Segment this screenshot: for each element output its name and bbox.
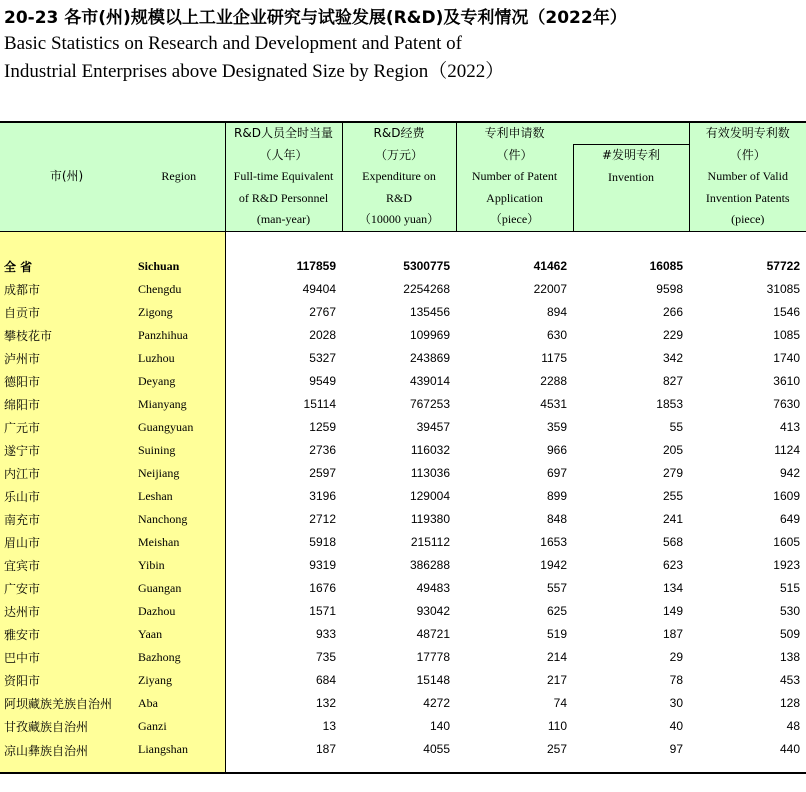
cell-application: 41462 (533, 259, 567, 273)
cell-valid: 515 (779, 581, 800, 595)
cell-personnel: 187 (315, 741, 336, 756)
statistics-table (0, 121, 806, 772)
table-row (0, 485, 806, 508)
cell-region: Aba (133, 692, 225, 715)
cell-personnel: 117859 (296, 259, 336, 273)
cell-personnel: 9549 (309, 374, 336, 388)
cell-expenditure: 93042 (416, 604, 450, 618)
cell-city: 全 省 (0, 255, 133, 278)
cell-invention: 40 (669, 719, 683, 733)
cell-region: Ziyang (133, 669, 225, 692)
cell-valid: 48 (786, 719, 800, 733)
cell-city: 自贡市 (0, 301, 133, 324)
table-row (0, 715, 806, 738)
cell-invention: 623 (662, 558, 683, 572)
cell-application: 110 (547, 719, 567, 733)
cell-valid: 530 (779, 604, 800, 618)
cell-personnel: 2597 (309, 466, 336, 480)
cell-expenditure: 215112 (410, 535, 450, 549)
cell-personnel: 3196 (309, 489, 336, 503)
cell-city: 雅安市 (0, 623, 133, 646)
cell-invention: 229 (662, 328, 683, 342)
cell-city: 凉山彝族自治州 (0, 738, 133, 772)
cell-expenditure: 135456 (409, 305, 450, 319)
header-personnel: R&D人员全时当量 （人年） Full-time Equivalent of R&D Personnel (man-year) (225, 122, 342, 231)
cell-region: Guangyuan (133, 416, 225, 439)
cell-expenditure: 129004 (409, 489, 450, 503)
cell-city: 巴中市 (0, 646, 133, 669)
cell-application: 894 (546, 305, 567, 319)
cell-expenditure: 39457 (416, 420, 450, 434)
cell-expenditure: 113036 (410, 466, 450, 480)
cell-personnel: 2712 (309, 512, 336, 526)
cell-valid: 1546 (773, 305, 800, 319)
cell-invention: 149 (662, 604, 683, 618)
cell-personnel: 9319 (309, 558, 336, 572)
cell-expenditure: 767253 (409, 397, 450, 411)
cell-region: Chengdu (133, 278, 225, 301)
table-title-en-line1: Basic Statistics on Research and Development and Patent of (4, 33, 462, 54)
cell-region: Leshan (133, 485, 225, 508)
cell-personnel: 735 (315, 650, 336, 664)
cell-personnel: 2767 (309, 305, 336, 319)
cell-application: 519 (546, 627, 567, 641)
header-city: 市(州) (0, 122, 133, 231)
cell-valid: 7630 (773, 397, 800, 411)
spacer-row (0, 231, 806, 255)
table-row (0, 738, 806, 772)
cell-valid: 413 (779, 420, 800, 434)
cell-expenditure: 116032 (410, 443, 450, 457)
cell-city: 宜宾市 (0, 554, 133, 577)
cell-valid: 31085 (766, 282, 800, 296)
header-valid: 有效发明专利数 （件） Number of Valid Invention Patents (piece) (689, 122, 806, 231)
table-row (0, 393, 806, 416)
cell-valid: 649 (779, 512, 800, 526)
cell-city: 成都市 (0, 278, 133, 301)
cell-city: 德阳市 (0, 370, 133, 393)
cell-invention: 97 (669, 741, 683, 756)
cell-invention: 78 (669, 673, 683, 687)
cell-expenditure: 49483 (416, 581, 450, 595)
cell-region: Luzhou (133, 347, 225, 370)
cell-application: 630 (546, 328, 567, 342)
cell-invention: 9598 (656, 282, 683, 296)
cell-application: 257 (546, 741, 567, 756)
cell-application: 214 (546, 650, 567, 664)
cell-expenditure: 4055 (423, 741, 450, 756)
table-row (0, 669, 806, 692)
cell-invention: 1853 (656, 397, 683, 411)
cell-expenditure: 243869 (409, 351, 450, 365)
cell-application: 1175 (541, 351, 567, 365)
cell-application: 217 (546, 673, 567, 687)
table-row (0, 531, 806, 554)
cell-region: Meishan (133, 531, 225, 554)
cell-city: 广元市 (0, 416, 133, 439)
table-row (0, 278, 806, 301)
cell-application: 74 (553, 696, 567, 710)
cell-personnel: 684 (315, 673, 336, 687)
cell-application: 848 (546, 512, 567, 526)
bottom-rule (0, 772, 806, 774)
cell-valid: 57722 (766, 259, 800, 273)
cell-expenditure: 4272 (423, 696, 450, 710)
cell-valid: 1740 (773, 351, 800, 365)
table-row (0, 301, 806, 324)
cell-city: 攀枝花市 (0, 324, 133, 347)
cell-city: 南充市 (0, 508, 133, 531)
table-row-total (0, 255, 806, 278)
cell-application: 359 (546, 420, 567, 434)
cell-personnel: 1676 (309, 581, 336, 595)
cell-city: 眉山市 (0, 531, 133, 554)
cell-expenditure: 48721 (416, 627, 450, 641)
cell-region: Neijiang (133, 462, 225, 485)
cell-personnel: 1571 (309, 604, 336, 618)
cell-personnel: 2736 (309, 443, 336, 457)
cell-region: Mianyang (133, 393, 225, 416)
cell-valid: 509 (779, 627, 800, 641)
cell-valid: 1124 (774, 443, 800, 457)
cell-invention: 187 (662, 627, 683, 641)
table-row (0, 462, 806, 485)
cell-invention: 205 (662, 443, 683, 457)
cell-city: 乐山市 (0, 485, 133, 508)
cell-valid: 3610 (773, 374, 800, 388)
cell-application: 557 (546, 581, 567, 595)
cell-city: 资阳市 (0, 669, 133, 692)
cell-region: Liangshan (133, 738, 225, 772)
cell-expenditure: 439014 (409, 374, 450, 388)
table-body (0, 231, 806, 772)
cell-invention: 279 (662, 466, 683, 480)
table-row (0, 439, 806, 462)
cell-expenditure: 119380 (410, 512, 450, 526)
cell-application: 4531 (540, 397, 567, 411)
table-row (0, 692, 806, 715)
cell-city: 甘孜藏族自治州 (0, 715, 133, 738)
cell-city: 绵阳市 (0, 393, 133, 416)
cell-application: 1942 (540, 558, 567, 572)
cell-city: 达州市 (0, 600, 133, 623)
table-title-cn: 20-23 各市(州)规模以上工业企业研究与试验发展(R&D)及专利情况（2022年） (4, 8, 627, 28)
table-title-en-line2: Industrial Enterprises above Designated Size by Region（2022） (4, 61, 505, 82)
cell-valid: 1923 (773, 558, 800, 572)
cell-invention: 827 (662, 374, 683, 388)
cell-expenditure: 17778 (416, 650, 450, 664)
table-row (0, 508, 806, 531)
cell-personnel: 13 (322, 719, 336, 733)
header-invention-group (573, 122, 689, 145)
header-region: Region (133, 122, 225, 231)
header-application: 专利申请数 （件） Number of Patent Application （piece） (456, 122, 573, 231)
cell-region: Deyang (133, 370, 225, 393)
cell-valid: 128 (779, 696, 800, 710)
cell-personnel: 49404 (302, 282, 336, 296)
cell-invention: 30 (669, 696, 683, 710)
table-row (0, 577, 806, 600)
cell-personnel: 2028 (309, 328, 336, 342)
statistics-table-container (0, 121, 806, 772)
cell-invention: 16085 (649, 259, 683, 273)
cell-application: 697 (546, 466, 567, 480)
cell-invention: 568 (662, 535, 683, 549)
cell-region: Guangan (133, 577, 225, 600)
cell-expenditure: 2254268 (403, 282, 450, 296)
table-row (0, 600, 806, 623)
cell-valid: 440 (779, 741, 800, 756)
cell-region: Sichuan (133, 255, 225, 278)
table-row (0, 370, 806, 393)
cell-application: 1653 (540, 535, 567, 549)
table-row (0, 623, 806, 646)
cell-application: 899 (546, 489, 567, 503)
cell-region: Zigong (133, 301, 225, 324)
cell-expenditure: 15148 (416, 673, 450, 687)
table-row (0, 416, 806, 439)
cell-city: 遂宁市 (0, 439, 133, 462)
cell-application: 625 (546, 604, 567, 618)
cell-personnel: 933 (315, 627, 336, 641)
cell-valid: 942 (779, 466, 800, 480)
cell-expenditure: 140 (429, 719, 450, 733)
table-header (0, 122, 806, 231)
cell-expenditure: 386288 (409, 558, 450, 572)
cell-region: Nanchong (133, 508, 225, 531)
cell-personnel: 5327 (309, 351, 336, 365)
table-row (0, 554, 806, 577)
cell-invention: 241 (662, 512, 683, 526)
cell-personnel: 15114 (303, 397, 336, 411)
cell-invention: 134 (662, 581, 683, 595)
cell-expenditure: 109969 (409, 328, 450, 342)
cell-region: Panzhihua (133, 324, 225, 347)
table-row (0, 646, 806, 669)
cell-invention: 342 (662, 351, 683, 365)
cell-invention: 55 (669, 420, 683, 434)
cell-region: Suining (133, 439, 225, 462)
cell-application: 966 (546, 443, 567, 457)
cell-city: 广安市 (0, 577, 133, 600)
cell-invention: 266 (662, 305, 683, 319)
cell-region: Yibin (133, 554, 225, 577)
cell-personnel: 1259 (309, 420, 336, 434)
cell-application: 22007 (533, 282, 567, 296)
cell-personnel: 5918 (309, 535, 336, 549)
cell-invention: 29 (669, 650, 683, 664)
cell-city: 阿坝藏族羌族自治州 (0, 692, 133, 715)
cell-personnel: 132 (315, 696, 336, 710)
cell-city: 泸州市 (0, 347, 133, 370)
cell-region: Ganzi (133, 715, 225, 738)
header-expenditure: R&D经费 （万元） Expenditure on R&D （10000 yuan） (342, 122, 456, 231)
cell-valid: 138 (779, 650, 800, 664)
cell-region: Dazhou (133, 600, 225, 623)
table-row (0, 347, 806, 370)
cell-invention: 255 (662, 489, 683, 503)
cell-valid: 1085 (773, 328, 800, 342)
cell-city: 内江市 (0, 462, 133, 485)
cell-application: 2288 (540, 374, 567, 388)
cell-valid: 1609 (773, 489, 800, 503)
cell-expenditure: 5300775 (403, 259, 450, 273)
cell-region: Bazhong (133, 646, 225, 669)
header-invention: #发明专利 Invention (573, 145, 689, 231)
cell-valid: 453 (779, 673, 800, 687)
cell-valid: 1605 (773, 535, 800, 549)
table-row (0, 324, 806, 347)
title-block (4, 6, 627, 86)
cell-region: Yaan (133, 623, 225, 646)
